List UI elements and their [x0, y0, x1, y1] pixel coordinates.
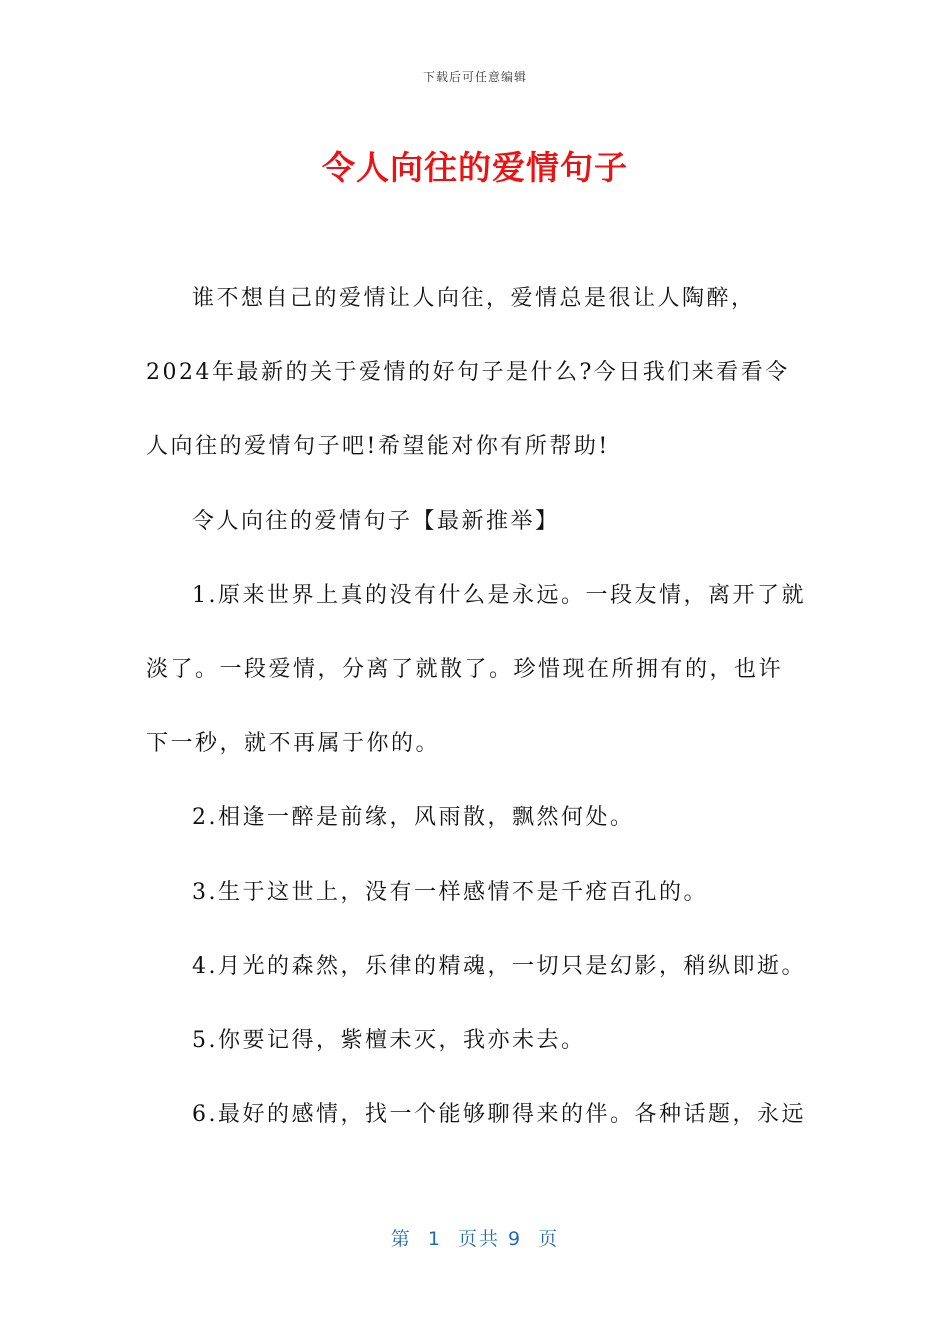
paragraph-section-heading: 令人向往的爱情句子【最新推举】	[192, 508, 560, 534]
document-title: 令人向往的爱情句子	[322, 148, 628, 187]
document-body	[146, 262, 806, 1152]
paragraph-item-6: 6.最好的感情，找一个能够聊得来的伴。各种话题，永远	[192, 1102, 806, 1128]
paragraph-item-4: 4.月光的森然，乐律的精魂，一切只是幻影，稍纵即逝。	[192, 953, 806, 979]
header-note: 下载后可任意编辑	[422, 70, 527, 84]
page-number-footer: 第 1 页共 9 页	[390, 1228, 560, 1250]
paragraph-item-2: 2.相逢一醉是前缘，风雨散，飘然何处。	[192, 805, 635, 831]
paragraph-item-5: 5.你要记得，紫檀未灭，我亦未去。	[192, 1028, 586, 1054]
paragraph-item-3: 3.生于这世上，没有一样感情不是千疮百孔的。	[192, 879, 708, 905]
paragraph-item-1: 1.原来世界上真的没有什么是永远。一段友情，离开了就淡了。一段爱情，分离了就散了。珍惜现在所拥有的，也许下一秒，就不再属于你的。	[146, 582, 806, 757]
paragraph-intro: 谁不想自己的爱情让人向往，爱情总是很让人陶醉，2024年最新的关于爱情的好句子是什么?今日我们来看看令人向往的爱情句子吧!希望能对你有所帮助!	[146, 286, 790, 460]
